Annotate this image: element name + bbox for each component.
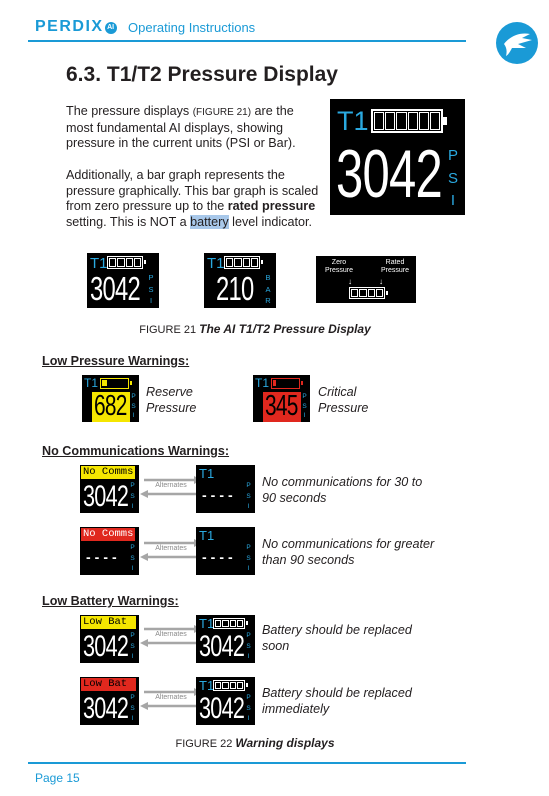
- bar-scale-diagram: [316, 256, 416, 303]
- bar-graph-paragraph: Additionally, a bar graph represents the pressure graphically. This bar graph is scaled from zero pressure up to the rated pressure setting. This is NOT a battery level indicator.: [66, 168, 319, 229]
- shearwater-logo-icon: [496, 22, 538, 64]
- no-comms-30-90-text: No communications for 30 to 90 seconds: [262, 475, 423, 505]
- no-comms-90-plus-text: No communications for greater than 90 seconds: [262, 537, 435, 567]
- pressure-bar-graph: [371, 109, 443, 133]
- section-title: 6.3. T1/T2 Pressure Display: [66, 63, 338, 86]
- zero-pressure-label: Zero Pressure: [324, 259, 353, 274]
- figure-22-caption: FIGURE 22 Warning displays: [175, 736, 335, 750]
- ai-badge: AI: [105, 22, 117, 34]
- battery-bar-icon: [100, 378, 129, 389]
- down-arrow-icon: ↓: [348, 277, 352, 286]
- psi-display: T1 3042 P S I: [87, 253, 159, 308]
- alternates-arrows-icon: Alternates: [140, 539, 202, 561]
- tank-label: T1: [337, 106, 369, 136]
- brand-name: PERDIX AI: [35, 18, 117, 36]
- battery-immediately-text: Battery should be replaced immediately: [262, 686, 412, 716]
- no-comms-yellow-display: No Comms 3042 P S I: [80, 465, 139, 513]
- page-number: Page 15: [35, 771, 80, 785]
- pressure-value: 3042: [336, 136, 443, 212]
- footer-rule: [28, 762, 466, 764]
- bar-display: T1 210 B A R: [204, 253, 276, 308]
- highlighted-word: battery: [190, 214, 229, 229]
- reserve-pressure-display: T1 682 P S I: [82, 375, 139, 422]
- low-bat-yellow-display: Low Bat 3042 P S I: [80, 615, 139, 663]
- rated-pressure-label: Rated Pressure: [380, 259, 409, 274]
- header-title: Operating Instructions: [128, 20, 256, 35]
- low-battery-heading: Low Battery Warnings:: [42, 594, 179, 608]
- pressure-unit: P S I: [447, 147, 458, 209]
- low-bat-normal-display: T1 3042 P S I: [196, 615, 255, 663]
- battery-bar-icon: [271, 378, 300, 389]
- down-arrow-icon: ↓: [379, 277, 383, 286]
- alternates-arrows-icon: Alternates: [140, 688, 202, 710]
- header-rule: [28, 40, 466, 42]
- critical-pressure-display: T1 345 P S I: [253, 375, 310, 422]
- no-comms-heading: No Communications Warnings:: [42, 444, 230, 458]
- alternates-arrows-icon: Alternates: [140, 476, 202, 498]
- no-comms-dashes-display: T1 ---- P S I: [196, 527, 255, 575]
- low-pressure-heading: Low Pressure Warnings:: [42, 354, 190, 368]
- reserve-pressure-text: Reserve Pressure: [146, 385, 197, 415]
- figure-21-caption: FIGURE 21 The AI T1/T2 Pressure Display: [139, 322, 371, 336]
- intro-paragraph: The pressure displays (FIGURE 21) are the most fundamental AI displays, showing pressure in the current units (PSI or Bar).: [66, 104, 296, 150]
- no-comms-red-display: No Comms ---- P S I: [80, 527, 139, 575]
- battery-soon-text: Battery should be replaced soon: [262, 623, 412, 653]
- low-bat-red-display: Low Bat 3042 P S I: [80, 677, 139, 725]
- critical-pressure-text: Critical Pressure: [318, 385, 369, 415]
- figure-reference: (FIGURE 21): [192, 107, 252, 118]
- alternates-arrows-icon: Alternates: [140, 625, 202, 647]
- large-pressure-display: [330, 99, 465, 215]
- low-bat-normal-display: T1 3042 P S I: [196, 677, 255, 725]
- no-comms-dashes-display: T1 ---- P S I: [196, 465, 255, 513]
